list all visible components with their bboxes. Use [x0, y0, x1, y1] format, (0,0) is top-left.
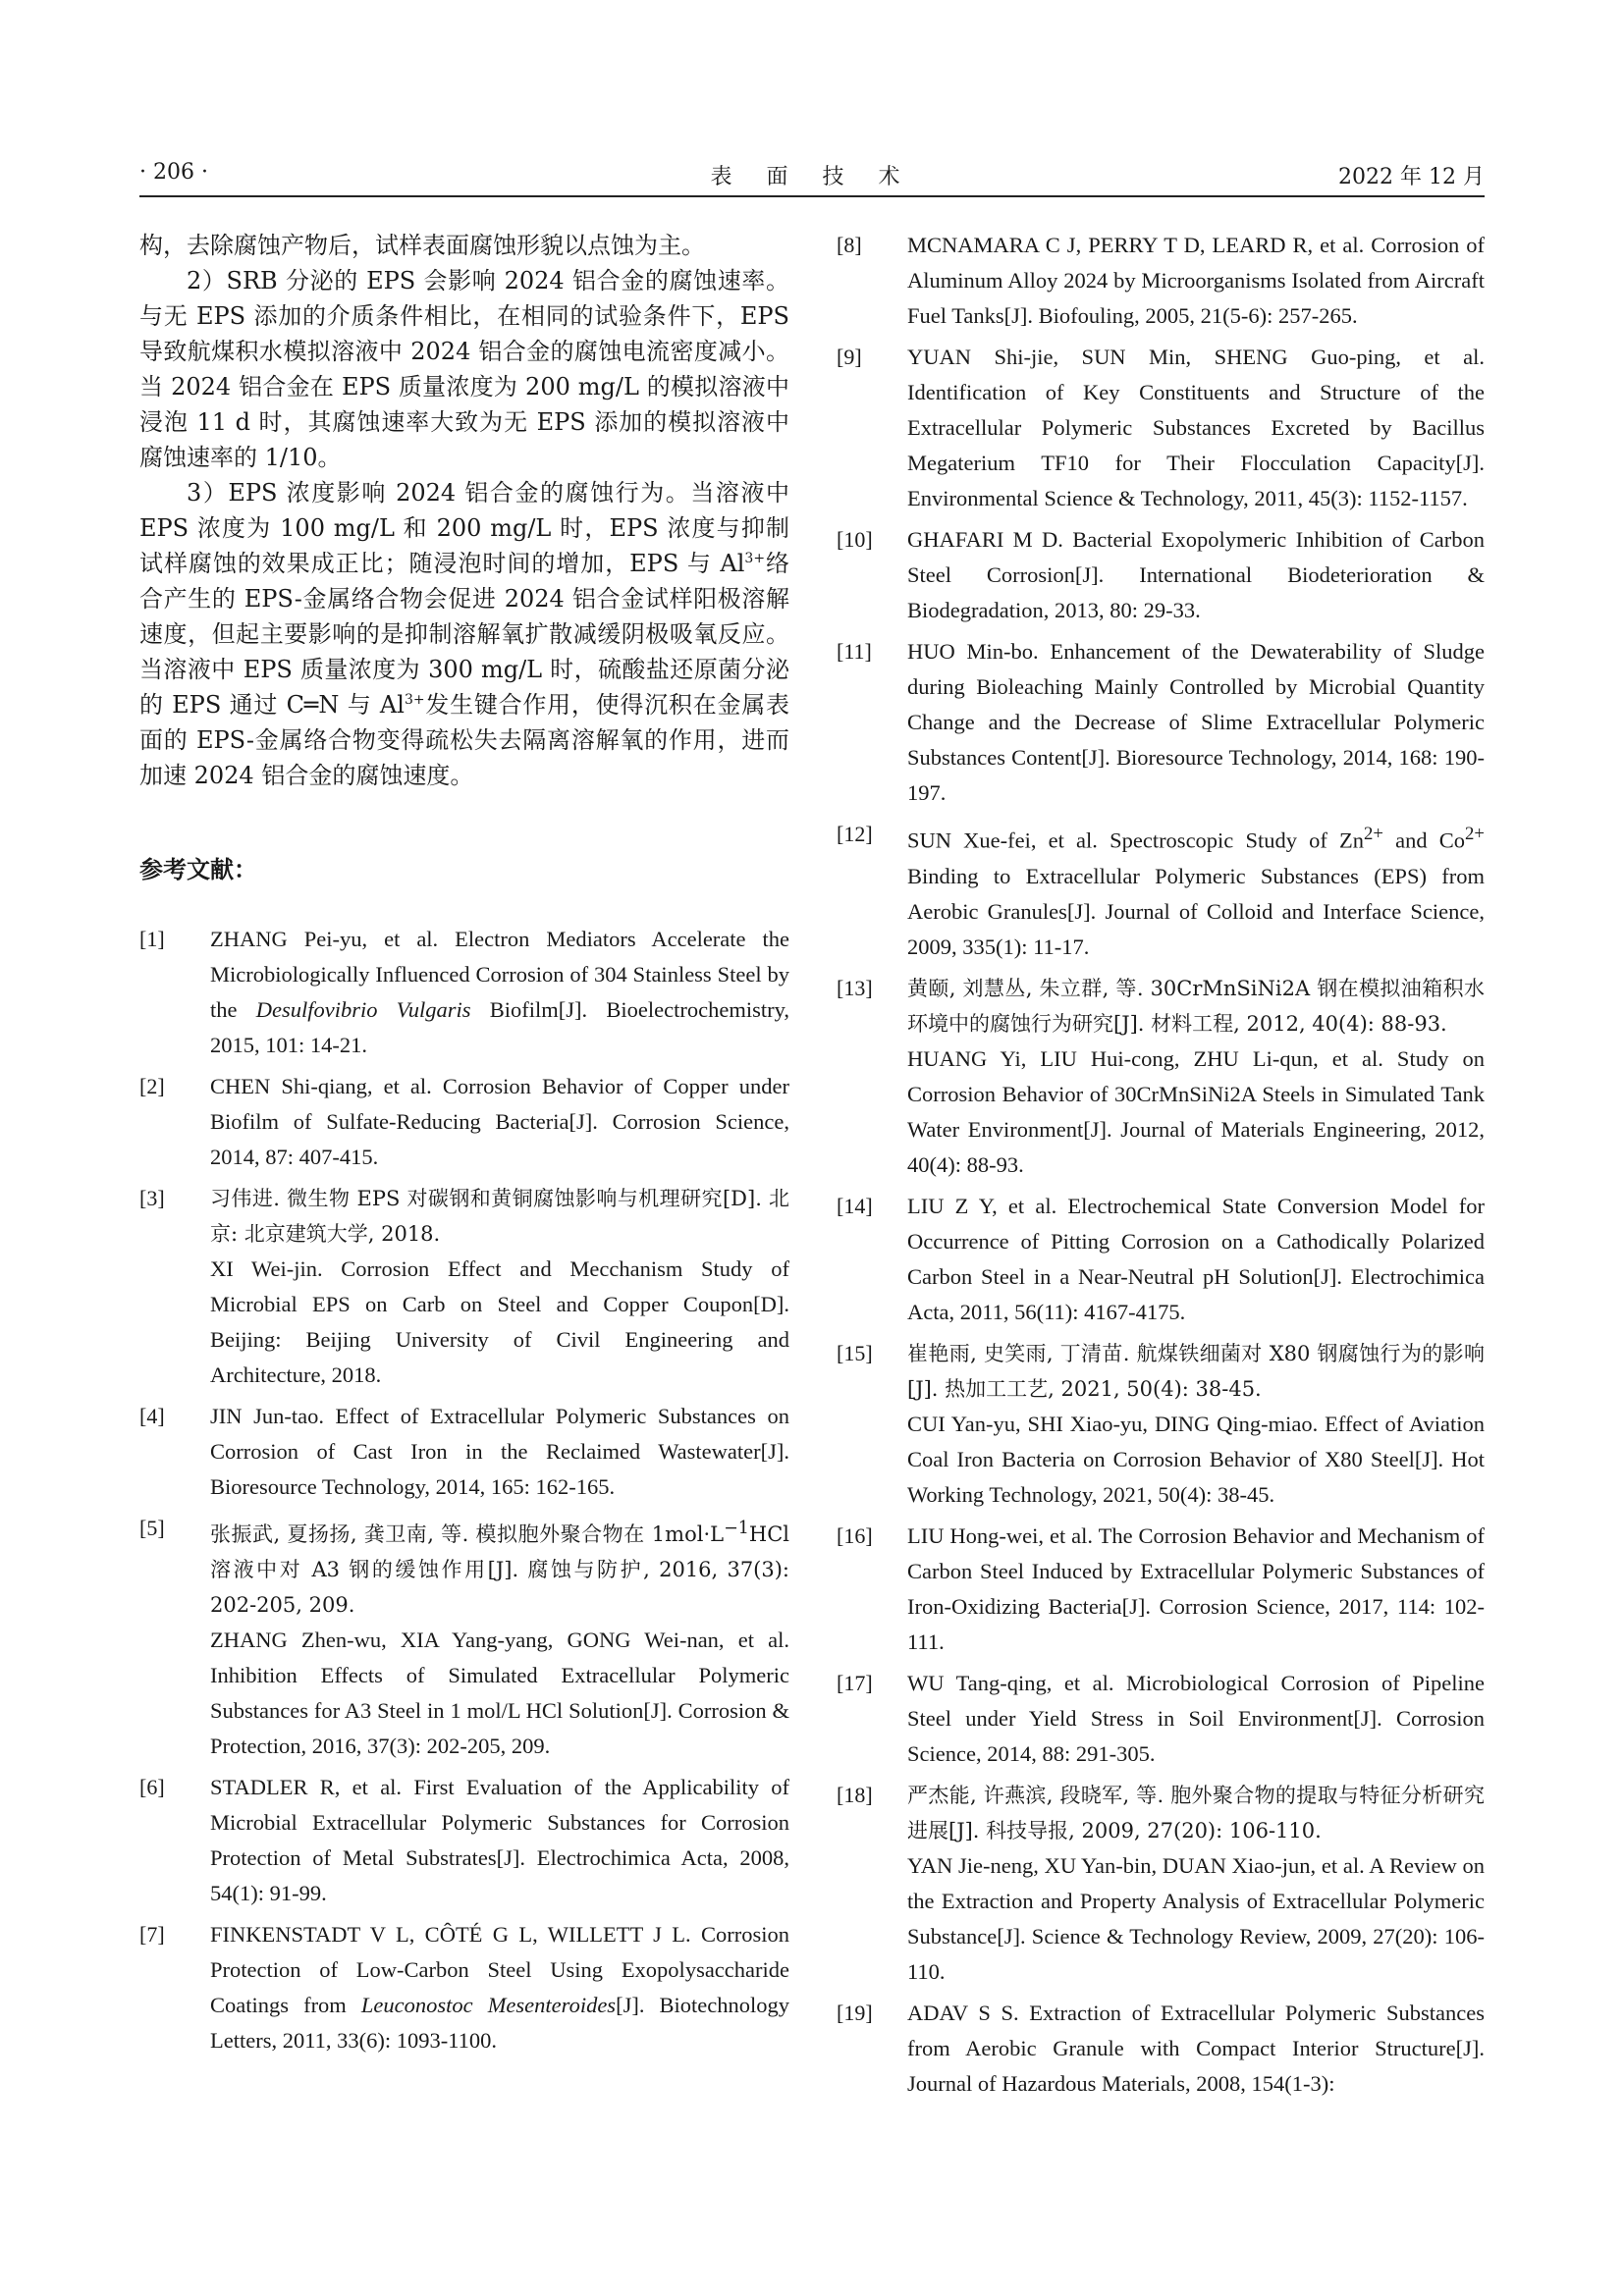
- running-header: [139, 160, 1485, 189]
- reference-item: [17] WU Tang-qing, et al. Microbiological Corrosion of Pipeline Steel under Yield Stress in Soil Environment[J]. Corrosion Science, 2014, 88: 291-305.: [837, 1670, 1485, 1766]
- reference-item: [19] ADAV S S. Extraction of Extracellular Polymeric Substances from Aerobic Granule with Compact Interior Structure[J]. Journal of Hazardous Materials, 2008, 154(1-3):: [837, 2000, 1485, 2096]
- reference-item: [10] GHAFARI M D. Bacterial Exopolymeric Inhibition of Carbon Steel Corrosion[J]. International Biodeterioration & Biodegradation, 2013, 80: 29-33.: [837, 527, 1485, 622]
- reference-item: [1] ZHANG Pei-yu, et al. Electron Mediators Accelerate the Microbiologically Influenced Corrosion of 304 Stainless Steel by the Desulfovibrio Vulgaris Biofilm[J]. Bioelectrochemistry, 2015, 101: 14-21.: [139, 927, 789, 1057]
- left-column: [139, 228, 789, 2064]
- reference-item: [8] MCNAMARA C J, PERRY T D, LEARD R, et al. Corrosion of Aluminum Alloy 2024 by Microorganisms Isolated from Aircraft Fuel Tanks[J]. Biofouling, 2005, 21(5-6): 257-265.: [837, 233, 1485, 328]
- reference-item: [2] CHEN Shi-qiang, et al. Corrosion Behavior of Copper under Biofilm of Sulfate-Reducing Bacteria[J]. Corrosion Science, 2014, 87: 407-415.: [139, 1074, 789, 1169]
- reference-item: [11] HUO Min-bo. Enhancement of the Dewaterability of Sludge during Bioleaching Mainly Controlled by Microbial Quantity Change and the Decrease of Slime Extracellular Polymeric Substances Content[J]. Bioresource Technology, 2014, 168: 190-197.: [837, 639, 1485, 805]
- issue-date: 2022 年 12 月: [1338, 165, 1485, 189]
- reference-item: [14] LIU Z Y, et al. Electrochemical State Conversion Model for Occurrence of Pitting Corrosion on a Cathodically Polarized Carbon Steel in a Near-Neutral pH Solution[J]. Electrochimica Acta, 2011, 56(11): 4167-4175.: [837, 1193, 1485, 1324]
- body-paragraph: 构，去除腐蚀产物后，试样表面腐蚀形貌以点蚀为主。: [139, 232, 705, 259]
- reference-item: [4] JIN Jun-tao. Effect of Extracellular Polymeric Substances on Corrosion of Cast Iron in the Reclaimed Wastewater[J]. Bioresource Technology, 2014, 165: 162-165.: [139, 1404, 789, 1499]
- reference-item: [6] STADLER R, et al. First Evaluation of the Applicability of Microbial Extracellular Polymeric Substances for Corrosion Protection of Metal Substrates[J]. Electrochimica Acta, 2008, 54(1): 91-99.: [139, 1775, 789, 1905]
- reference-item: [7] FINKENSTADT V L, CÔTÉ G L, WILLETT J L. Corrosion Protection of Low-Carbon Steel Using Exopolysaccharide Coatings from Leuconostoc Mesenteroides[J]. Biotechnology Letters, 2011, 33(6): 1093-1100.: [139, 1922, 789, 2053]
- body-paragraph: 3）EPS 浓度影响 2024 铝合金的腐蚀行为。当溶液中 EPS 浓度为 100 mg/L 和 200 mg/L 时，EPS 浓度与抑制试样腐蚀的效果成正比；随浸泡时间的增加，EPS 与 $Al^{3+}$络合产生的 EPS-金属络合物会促进 2024 铝合金试样阳极溶解速度，但起主要影响的是抑制溶解氧扩散减缓阴极吸氧反应。当溶液中 EPS 质量浓度为 300 mg/L 时，硫酸盐还原菌分泌的 EPS 通过 C═N 与 $Al^{3+}$发生键合作用，使得沉积在金属表面的 EPS-金属络合物变得疏松失去隔离溶解氧的作用，进而加速 2024 铝合金的腐蚀速度。: [139, 479, 790, 789]
- reference-item: [5] 张振武, 夏扬扬, 龚卫南, 等. 模拟胞外聚合物在 $1mol\cdot L^{-1}HCl$ 溶液中对 A3 钢的缓蚀作用[J]. 腐蚀与防护, 2016, 37(3): 202-205, 209. ZHANG Zhen-wu, XIA Yang-yang, GONG Wei-nan, et al. Inhibition Effects of Simulated Extracellular Polymeric Substances for A3 Steel in 1 mol/L HCl Solution[J]. Corrosion & Protection, 2016, 37(3): 202-205, 209.: [139, 1516, 789, 1758]
- reference-item: [3] 习伟进. 微生物 EPS 对碳钢和黄铜腐蚀影响与机理研究[D]. 北京: 北京建筑大学, 2018. XI Wei-jin. Corrosion Effect and Mecchanism Study of Microbial EPS on Carb on Steel and Copper Coupon[D]. Beijing: Beijing University of Civil Engineering and Architecture, 2018.: [139, 1186, 789, 1387]
- reference-item: [12] SUN Xue-fei, et al. Spectroscopic Study of $Zn^{2+}$ and $Co^{2+}$ Binding to Extracellular Polymeric Substances (EPS) from Aerobic Granules[J]. Journal of Colloid and Interface Science, 2009, 335(1): 11-17.: [837, 822, 1485, 959]
- reference-item: [13] 黄颐, 刘慧丛, 朱立群, 等. 30CrMnSiNi2A 钢在模拟油箱积水环境中的腐蚀行为研究[J]. 材料工程, 2012, 40(4): 88-93. HUANG Yi, LIU Hui-cong, ZHU Li-qun, et al. Study on Corrosion Behavior of 30CrMnSiNi2A Steels in Simulated Tank Water Environment[J]. Journal of Materials Engineering, 2012, 40(4): 88-93.: [837, 975, 1485, 1177]
- header-rule: [139, 195, 1485, 197]
- journal-title: 表 面 技 术: [710, 165, 914, 189]
- body-paragraph: 2）SRB 分泌的 EPS 会影响 2024 铝合金的腐蚀速率。与无 EPS 添加的介质条件相比，在相同的试验条件下，EPS 导致航煤积水模拟溶液中 2024 铝合金的腐蚀电流密度减小。当 2024 铝合金在 EPS 质量浓度为 200 mg/L 的模拟溶液中浸泡 11 d 时，其腐蚀速率大致为无 EPS 添加的模拟溶液中腐蚀速率的 1/10。: [139, 267, 789, 471]
- reference-item: [18] 严杰能, 许燕滨, 段晓军, 等. 胞外聚合物的提取与特征分析研究进展[J]. 科技导报, 2009, 27(20): 106-110. YAN Jie-neng, XU Yan-bin, DUAN Xiao-jun, et al. A Review on the Extraction and Property Analysis of Extracellular Polymeric Substance[J]. Science & Technology Review, 2009, 27(20): 106-110.: [837, 1782, 1485, 1984]
- right-column: [837, 228, 1485, 2108]
- reference-item: [16] LIU Hong-wei, et al. The Corrosion Behavior and Mechanism of Carbon Steel Induced by Extracellular Polymeric Substances of Iron-Oxidizing Bacteria[J]. Corrosion Science, 2017, 114: 102-111.: [837, 1522, 1485, 1654]
- references-heading: 参考文献：: [139, 856, 257, 883]
- reference-item: [9] YUAN Shi-jie, SUN Min, SHENG Guo-ping, et al. Identification of Key Constituents and Structure of the Extracellular Polymeric Substances Excreted by Bacillus Megaterium TF10 for Their Flocculation Capacity[J]. Environmental Science & Technology, 2011, 45(3): 1152-1157.: [837, 345, 1485, 510]
- reference-item: [15] 崔艳雨, 史笑雨, 丁清苗. 航煤铁细菌对 X80 钢腐蚀行为的影响[J]. 热加工工艺, 2021, 50(4): 38-45. CUI Yan-yu, SHI Xiao-yu, DING Qing-miao. Effect of Aviation Coal Iron Bacteria on Corrosion Behavior of X80 Steel[J]. Hot Working Technology, 2021, 50(4): 38-45.: [837, 1340, 1485, 1507]
- page-number: · 206 ·: [139, 160, 208, 185]
